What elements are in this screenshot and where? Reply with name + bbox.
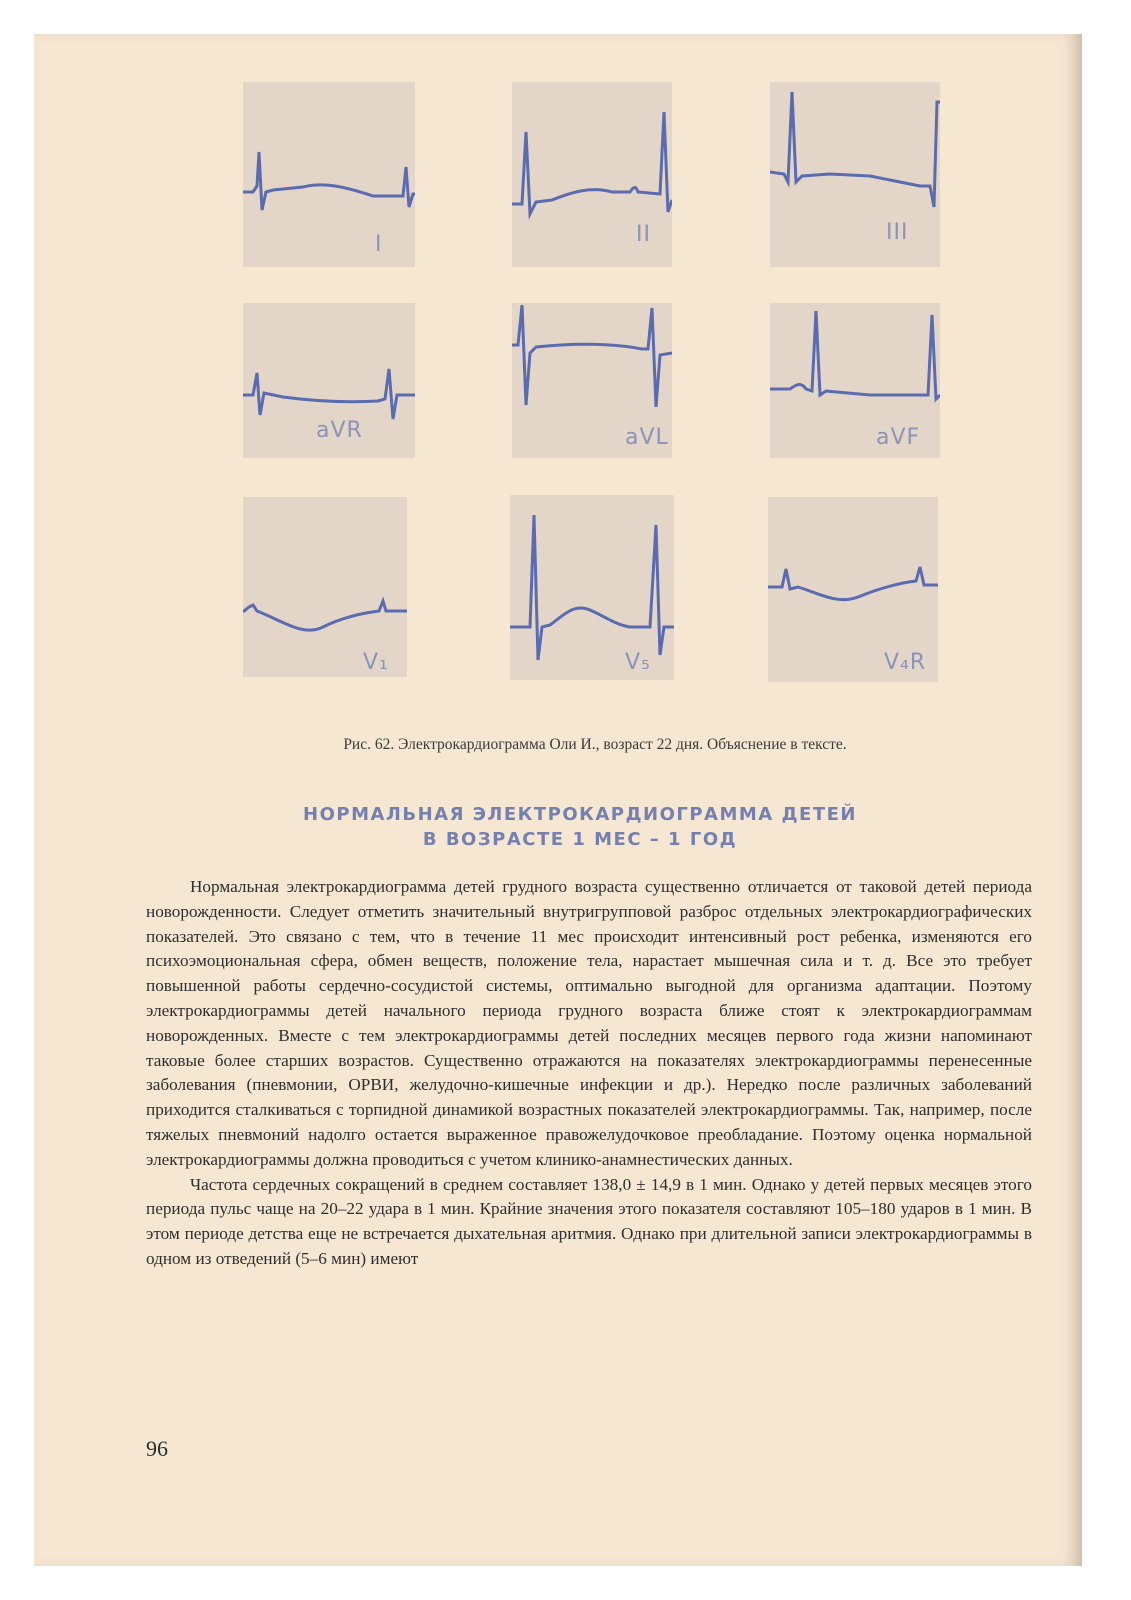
page-number: 96 <box>146 1436 168 1461</box>
body-text <box>146 875 1032 1272</box>
lead-label-III: III <box>886 220 909 245</box>
lead-label-aVL: aVL <box>625 425 669 450</box>
figure-caption: Рис. 62. Электрокардиограмма Оли И., возраст 22 дня. Объяснение в тексте. <box>343 736 847 753</box>
section-heading-line-1: НОРМАЛЬНАЯ ЭЛЕКТРОКАРДИОГРАММА ДЕТЕЙ <box>303 804 857 825</box>
section-heading-line-2: В ВОЗРАСТЕ 1 МЕС – 1 ГОД <box>422 829 738 850</box>
lead-label-V4R: V₄R <box>884 650 927 675</box>
paragraph: Частота сердечных сокращений в среднем составляет 138,0 ± 14,9 в 1 мин. Однако у детей первых месяцев этого периода пульс чаще на 20–22 удара в 1 мин. Крайние значения этого показателя составляют 105–180 ударов в 1 мин. В этом периоде детства еще не встречается дыхательная аритмия. Однако при длительной записи электрокардиограммы в одном из отведений (5–6 мин) имеют <box>146 1174 1032 1268</box>
ecg-panel-lead-III <box>770 82 940 267</box>
lead-label-I: I <box>375 232 383 257</box>
lead-label-V1: V₁ <box>363 650 389 675</box>
ecg-panel-lead-I <box>243 82 415 267</box>
lead-label-aVF: aVF <box>876 425 921 450</box>
lead-label-V5: V₅ <box>625 650 651 675</box>
paragraph: Нормальная электрокардиограмма детей грудного возраста существенно отличается от таковой детей периода новорожденности. Следует отметить значительный внутригрупповой разброс отдельных электрокардиографических показателей. Это связано с тем, что в течение 11 мес происходит интенсивный рост ребенка, изменяются его психоэмоциональная сфера, обмен веществ, положение тела, нарастает мышечная сила и т. д. Все это требует повышенной работы сердечно-сосудистой системы, оптимально выгодной для организма адаптации. Поэтому электрокардиограммы детей начального периода грудного возраста ближе стоят к электрокардиограммам новорожденных. Вместе с тем электрокардиограммы детей последних месяцев первого года жизни напоминают таковые более старших возрастов. Существенно отражаются на показателях электрокардиограммы перенесенные заболевания (пневмонии, ОРВИ, желудочно-кишечные инфекции и др.). Нередко после различных заболеваний приходится сталкиваться с торпидной динамикой возрастных показателей электрокардиограммы. Так, например, после тяжелых пневмоний надолго остается выраженное правожелудочковое преобладание. Поэтому оценка нормальной электрокардиограммы должна проводиться с учетом клинико-анамнестических данных. <box>146 877 1032 1169</box>
lead-label-II: II <box>636 222 651 247</box>
lead-label-aVR: aVR <box>316 418 363 443</box>
